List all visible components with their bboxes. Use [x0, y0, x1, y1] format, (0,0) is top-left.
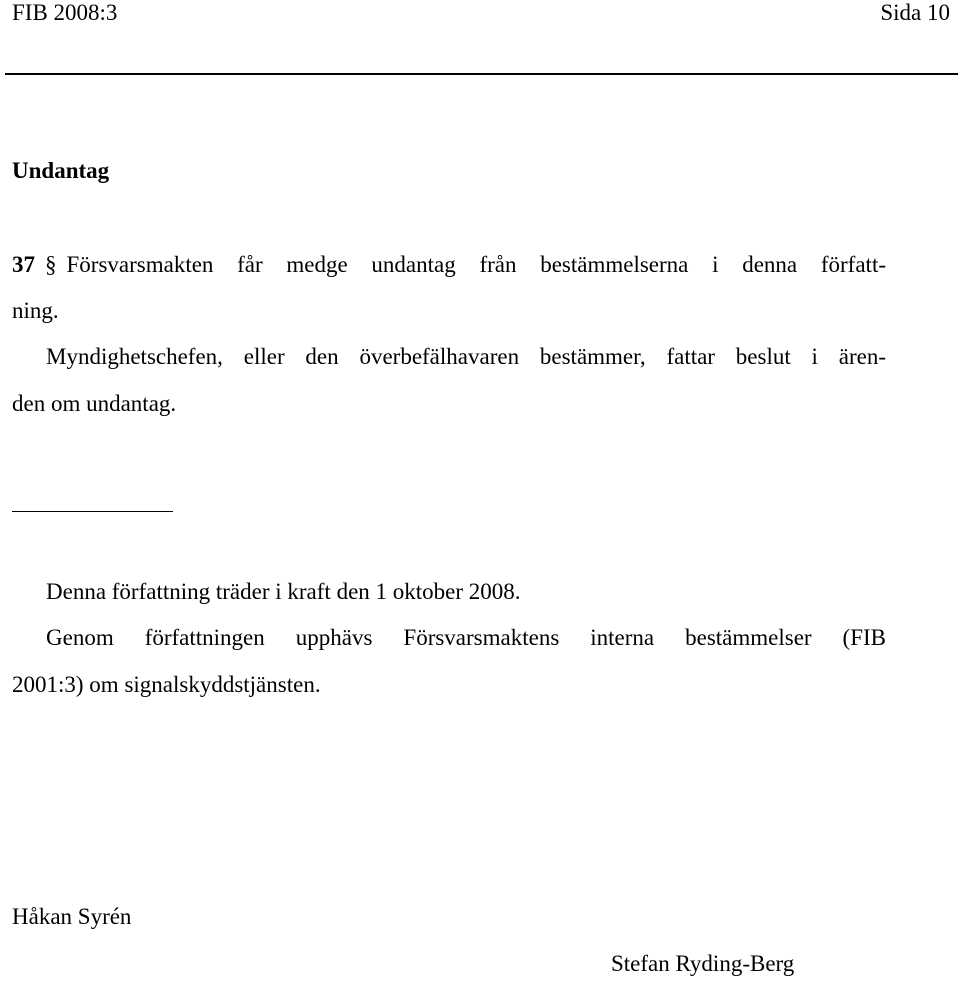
section-text-line-2: ning.: [12, 298, 59, 323]
signature-second: Stefan Ryding-Berg: [611, 951, 795, 976]
section-symbol: §: [45, 252, 57, 277]
section-text-line-4: den om undantag.: [12, 391, 177, 416]
separator-rule: [12, 511, 173, 512]
page-number: Sida 10: [880, 0, 950, 25]
section-text-line-3: Myndighetschefen, eller den överbefälhavaren bestämmer, fattar beslut i ären-: [46, 344, 886, 369]
section-number: 37: [12, 252, 35, 277]
section-paragraph-line-1: [12, 251, 886, 279]
header-rule: [5, 73, 958, 75]
signature-first: Håkan Syrén: [12, 904, 132, 929]
section-text-line-1: Försvarsmakten får medge undantag från bestämmelserna i denna författ-: [66, 252, 886, 277]
section-heading: Undantag: [12, 158, 110, 183]
repeal-text-line-1: Genom författningen upphävs Försvarsmaktens interna bestämmelser (FIB: [46, 625, 886, 650]
repeal-text-line-2: 2001:3) om signalskyddstjänsten.: [12, 672, 321, 697]
effective-date-text: Denna författning träder i kraft den 1 oktober 2008.: [46, 579, 521, 604]
document-id: FIB 2008:3: [12, 0, 118, 25]
